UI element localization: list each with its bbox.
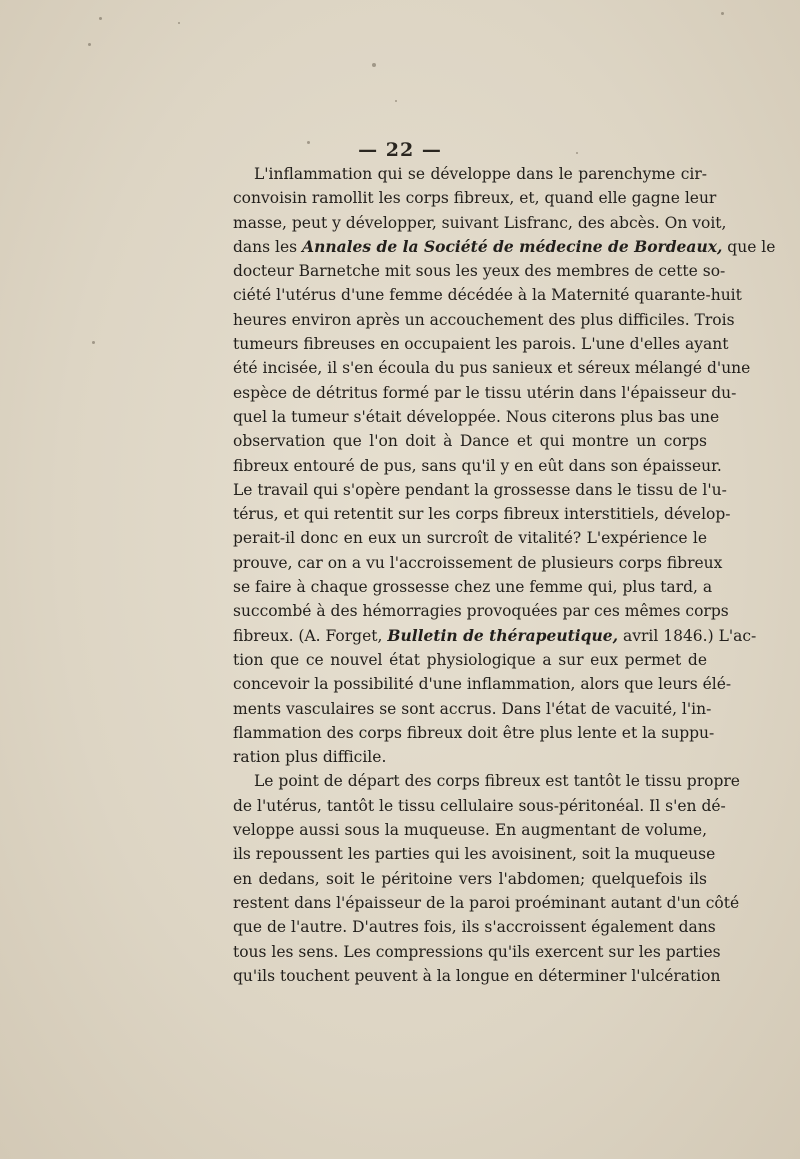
paper-speck xyxy=(395,100,397,102)
text-segment: ments vasculaires se sont accrus. Dans l'état de vacuité, l'in- xyxy=(233,699,712,718)
text-line xyxy=(233,964,721,988)
text-segment: veloppe aussi sous la muqueuse. En augmentant de volume, xyxy=(233,821,707,840)
text-line xyxy=(233,332,729,356)
text-segment: observation que l'on doit à Dance et qui montre un corps xyxy=(233,432,707,451)
paper-speck xyxy=(92,341,95,344)
text-line xyxy=(233,308,735,332)
text-line xyxy=(233,891,740,915)
text-line xyxy=(233,818,707,842)
text-line xyxy=(233,745,707,769)
paper-speck xyxy=(99,17,102,20)
text-segment: tumeurs fibreuses en occupaient les parois. L'une d'elles ayant xyxy=(233,335,729,354)
text-line xyxy=(233,235,776,259)
text-segment: en dedans, soit le péritoine vers l'abdomen; quelquefois ils xyxy=(233,869,707,888)
text-segment: flammation des corps fibreux doit être plus lente et la suppu- xyxy=(233,723,715,742)
text-segment: docteur Barnetche mit sous les yeux des membres de cette so- xyxy=(233,262,726,281)
text-line xyxy=(233,575,713,599)
text-line xyxy=(233,842,716,866)
text-line xyxy=(233,697,712,721)
text-line xyxy=(233,502,731,526)
text-segment: prouve, car on a vu l'accroissement de plusieurs corps fibreux xyxy=(233,553,723,572)
text-segment: Le point de départ des corps fibreux est tantôt le tissu propre xyxy=(254,772,740,791)
text-line xyxy=(233,259,726,283)
paper-speck xyxy=(178,22,180,24)
text-segment: de l'utérus, tantôt le tissu cellulaire sous-péritonéal. Il s'en dé- xyxy=(233,796,726,815)
text-line xyxy=(233,356,751,380)
text-line xyxy=(233,721,715,745)
text-line xyxy=(233,648,707,672)
text-line xyxy=(233,672,732,696)
text-segment: été incisée, il s'en écoula du pus sanieux et séreux mélangé d'une xyxy=(233,359,751,378)
text-segment: quel la tumeur s'était développée. Nous citerons plus bas une xyxy=(233,407,720,426)
text-segment: tion que ce nouvel état physiologique a sur eux permet de xyxy=(233,650,707,669)
text-line xyxy=(233,794,726,818)
text-line xyxy=(233,283,742,307)
text-segment: que de l'autre. D'autres fois, ils s'accroissent également dans xyxy=(233,918,716,937)
text-segment: ration plus difficile. xyxy=(233,748,387,767)
text-segment: qu'ils touchent peuvent à la longue en déterminer l'ulcération xyxy=(233,966,721,985)
text-segment: heures environ après un accouchement des plus difficiles. Trois xyxy=(233,310,735,329)
text-segment: Le travail qui s'opère pendant la grossesse dans le tissu de l'u- xyxy=(233,480,727,499)
text-segment: dans les xyxy=(233,237,303,256)
italic-title: Annales de la Société de médecine de Bordeaux, xyxy=(302,236,723,256)
text-line xyxy=(233,162,707,186)
text-segment: concevoir la possibilité d'une inflammation, alors que leurs élé- xyxy=(233,675,732,694)
paper-speck xyxy=(88,43,91,46)
text-segment: térus, et qui retentit sur les corps fibreux interstitiels, dévelop- xyxy=(233,505,731,524)
text-segment: que le xyxy=(722,237,776,256)
text-segment: fibreux entouré de pus, sans qu'il y en eût dans son épaisseur. xyxy=(233,456,722,475)
text-segment: perait-il donc en eux un surcroît de vitalité? L'expérience le xyxy=(233,529,707,548)
italic-title: Bulletin de thérapeutique, xyxy=(387,625,619,645)
text-line xyxy=(233,551,723,575)
text-segment: masse, peut y développer, suivant Lisfranc, des abcès. On voit, xyxy=(233,213,727,232)
paper-speck xyxy=(372,63,376,67)
text-line xyxy=(233,526,707,550)
text-line xyxy=(233,186,717,210)
text-line xyxy=(233,599,729,623)
text-line xyxy=(233,405,720,429)
text-line xyxy=(233,429,707,453)
text-line xyxy=(233,624,757,648)
text-segment: se faire à chaque grossesse chez une femme qui, plus tard, a xyxy=(233,578,713,597)
text-segment: ciété l'utérus d'une femme décédée à la Maternité quarante-huit xyxy=(233,286,742,305)
text-line xyxy=(233,381,737,405)
text-segment: avril 1846.) L'ac- xyxy=(618,626,757,645)
text-segment: tous les sens. Les compressions qu'ils exercent sur les parties xyxy=(233,942,721,961)
text-segment: ils repoussent les parties qui les avoisinent, soit la muqueuse xyxy=(233,845,716,864)
text-line xyxy=(233,867,707,891)
paper-speck xyxy=(721,12,724,15)
text-line xyxy=(233,454,722,478)
text-segment: espèce de détritus formé par le tissu utérin dans l'épaisseur du- xyxy=(233,383,737,402)
text-segment: L'inflammation qui se développe dans le parenchyme cir- xyxy=(254,165,707,183)
body-text xyxy=(233,162,776,988)
text-line xyxy=(233,211,727,235)
text-line xyxy=(233,769,740,793)
text-segment: fibreux. (A. Forget, xyxy=(233,626,388,645)
text-segment: succombé à des hémorragies provoquées par ces mêmes corps xyxy=(233,602,729,621)
page-number: — 22 — xyxy=(358,139,442,161)
text-line xyxy=(233,915,716,939)
text-segment: convoisin ramollit les corps fibreux, et, quand elle gagne leur xyxy=(233,189,717,208)
text-line xyxy=(233,478,727,502)
text-line xyxy=(233,940,721,964)
text-segment: restent dans l'épaisseur de la paroi proéminant autant d'un côté xyxy=(233,893,740,912)
